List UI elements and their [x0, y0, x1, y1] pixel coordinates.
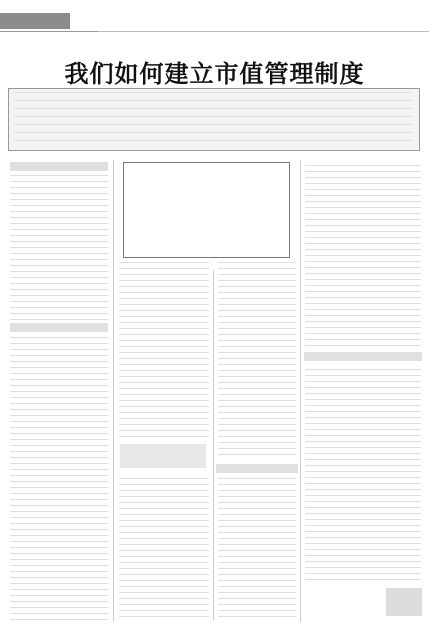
column-4-text-line	[305, 579, 421, 580]
column-1-text-line	[10, 367, 108, 368]
column-1-text-line	[10, 517, 108, 518]
column-4-text-line	[305, 393, 421, 394]
column-2-text-line	[119, 340, 209, 341]
masthead	[0, 0, 429, 32]
column-4-text-line	[305, 483, 421, 484]
column-4-text-line	[305, 399, 421, 400]
lead-text-line	[14, 108, 412, 109]
column-1-text-line	[10, 319, 108, 320]
column-3-text-line	[218, 298, 296, 299]
column-3-text-line	[218, 286, 296, 287]
column-3-text-line	[218, 430, 296, 431]
column-4-text-line	[305, 423, 421, 424]
column-2-text-line	[119, 520, 209, 521]
column-2-text-line	[119, 562, 209, 563]
column-3-text-line	[218, 478, 296, 479]
column-1-text-line	[10, 211, 108, 212]
column-1-text-line	[10, 175, 108, 176]
column-1-text-line	[10, 619, 108, 620]
column-4-text-line	[305, 171, 421, 172]
column-2-text-line	[119, 310, 209, 311]
column-4-text-line	[305, 321, 421, 322]
column-1-text-line	[10, 469, 108, 470]
column-2-text-line	[119, 334, 209, 335]
column-3-text-line	[218, 412, 296, 413]
column-4-text-line	[305, 219, 421, 220]
column-1-text-line	[10, 559, 108, 560]
column-1-text-line	[10, 307, 108, 308]
column-3-text-line	[218, 484, 296, 485]
column-4-text-line	[305, 165, 421, 166]
column-3-text-line	[218, 262, 296, 263]
column-1-text-line	[10, 451, 108, 452]
column-1-text-line	[10, 415, 108, 416]
column-3-text-line	[218, 562, 296, 563]
column-1-text-line	[10, 589, 108, 590]
column-4-text-line	[305, 501, 421, 502]
lead-text-line	[14, 116, 412, 117]
column-2-text-line	[119, 598, 209, 599]
column-1-text-line	[10, 511, 108, 512]
column-4-text-line	[305, 447, 421, 448]
column-2-text-line	[119, 412, 209, 413]
column-3-text-line	[218, 514, 296, 515]
column-1-text-line	[10, 253, 108, 254]
column-4-text-line	[305, 495, 421, 496]
column-3-text-line	[218, 310, 296, 311]
column-4-text-line	[305, 459, 421, 460]
column-1-text-line	[10, 193, 108, 194]
column-2-text-line	[119, 262, 209, 263]
column-3-text-line	[218, 496, 296, 497]
column-1-text-line	[10, 571, 108, 572]
column-2-text-line	[119, 616, 209, 617]
column-4-text-line	[305, 327, 421, 328]
column-4-text-line	[305, 513, 421, 514]
column-1-text-line	[10, 259, 108, 260]
column-2-text-line	[119, 370, 209, 371]
corner-logo	[386, 588, 422, 616]
column-4-text-line	[305, 429, 421, 430]
column-1-text-line	[10, 547, 108, 548]
column-1-text-line	[10, 241, 108, 242]
column-1-text-line	[10, 613, 108, 614]
column-4-text-line	[305, 237, 421, 238]
section-header-2	[216, 464, 298, 473]
column-4-text-line	[305, 315, 421, 316]
column-2-text-line	[119, 604, 209, 605]
column-3-text-line	[218, 370, 296, 371]
column-1-text-line	[10, 433, 108, 434]
column-1-text-line	[10, 403, 108, 404]
column-1-text-line	[10, 289, 108, 290]
column-2-text-line	[119, 376, 209, 377]
column-4-text-line	[305, 531, 421, 532]
column-1-text-line	[10, 301, 108, 302]
column-2-text-line	[119, 508, 209, 509]
column-3-text-line	[218, 304, 296, 305]
column-4-text-line	[305, 417, 421, 418]
column-2-text-line	[119, 424, 209, 425]
column-2-text-line	[119, 388, 209, 389]
column-1-text-line	[10, 271, 108, 272]
masthead-tab	[0, 13, 70, 29]
column-4-text-line	[305, 309, 421, 310]
column-4-text-line	[305, 345, 421, 346]
column-1-text-line	[10, 499, 108, 500]
column-3-text-line	[218, 448, 296, 449]
column-1-text-line	[10, 565, 108, 566]
column-1-text-line	[10, 427, 108, 428]
column-1-text-line	[10, 475, 108, 476]
column-3-text-line	[218, 598, 296, 599]
column-4-text-line	[305, 381, 421, 382]
column-2-text-line	[119, 352, 209, 353]
column-2-text-line	[119, 538, 209, 539]
column-3-text-line	[218, 274, 296, 275]
column-3-text-line	[218, 328, 296, 329]
column-2-text-line	[119, 292, 209, 293]
column-1-text-line	[10, 445, 108, 446]
column-1-text-line	[10, 595, 108, 596]
column-4-text-line	[305, 225, 421, 226]
column-3-text-line	[218, 340, 296, 341]
column-2-text-line	[119, 496, 209, 497]
lead-text-line	[14, 92, 412, 93]
column-1-text-line	[10, 343, 108, 344]
column-4-text-line	[305, 549, 421, 550]
column-3-text-line	[218, 586, 296, 587]
column-4-text-line	[305, 243, 421, 244]
column-1-text-line	[10, 487, 108, 488]
column-3-text-line	[218, 502, 296, 503]
column-1-text-line	[10, 481, 108, 482]
lead-text-line	[14, 100, 412, 101]
column-3-text-line	[218, 364, 296, 365]
column-2-text-line	[119, 328, 209, 329]
column-2-text-line	[119, 592, 209, 593]
column-2-text-line	[119, 268, 209, 269]
column-1-text-line	[10, 529, 108, 530]
column-3-text-line	[218, 424, 296, 425]
column-4-text-line	[305, 279, 421, 280]
column-2-text-line	[119, 346, 209, 347]
column-3-text-line	[218, 454, 296, 455]
column-3-text-line	[218, 382, 296, 383]
column-4-text-line	[305, 375, 421, 376]
lead-text-line	[14, 132, 412, 133]
column-1-text-line	[10, 523, 108, 524]
column-4-text-line	[305, 441, 421, 442]
column-1-text-line	[10, 577, 108, 578]
column-4-text-line	[305, 369, 421, 370]
column-1-text-line	[10, 421, 108, 422]
column-4-text-line	[305, 339, 421, 340]
column-3-text-line	[218, 508, 296, 509]
column-2-text-line	[119, 280, 209, 281]
column-2-text-line	[119, 358, 209, 359]
column-3-text-line	[218, 346, 296, 347]
column-rule-2	[213, 270, 214, 620]
column-3-text-line	[218, 388, 296, 389]
column-2-text-line	[119, 586, 209, 587]
column-3-text-line	[218, 574, 296, 575]
column-3-text-line	[218, 334, 296, 335]
column-1-text-line	[10, 607, 108, 608]
column-4-text-line	[305, 297, 421, 298]
column-3-text-line	[218, 550, 296, 551]
column-1-text-line	[10, 397, 108, 398]
column-4-text-line	[305, 567, 421, 568]
column-3-text-line	[218, 604, 296, 605]
column-1-text-line	[10, 379, 108, 380]
column-2-text-line	[119, 436, 209, 437]
column-1-text-line	[10, 199, 108, 200]
column-2-text-line	[119, 490, 209, 491]
column-2-text-line	[119, 406, 209, 407]
column-2-text-line	[119, 574, 209, 575]
column-4-text-line	[305, 519, 421, 520]
column-2-text-line	[119, 580, 209, 581]
section-header-4	[10, 323, 108, 332]
column-1-text-line	[10, 313, 108, 314]
column-1-text-line	[10, 265, 108, 266]
column-4-text-line	[305, 411, 421, 412]
column-4-text-line	[305, 213, 421, 214]
column-4-text-line	[305, 303, 421, 304]
column-4-text-line	[305, 561, 421, 562]
column-3-text-line	[218, 526, 296, 527]
column-4-text-line	[305, 405, 421, 406]
column-2-text-line	[119, 568, 209, 569]
column-4-text-line	[305, 471, 421, 472]
column-3-text-line	[218, 268, 296, 269]
column-3-text-line	[218, 520, 296, 521]
column-1-text-line	[10, 181, 108, 182]
column-1-text-line	[10, 223, 108, 224]
column-2-text-line	[119, 502, 209, 503]
column-3-text-line	[218, 436, 296, 437]
column-4-text-line	[305, 273, 421, 274]
column-2-text-line	[119, 532, 209, 533]
column-2-text-line	[119, 364, 209, 365]
column-3-text-line	[218, 322, 296, 323]
column-4-text-line	[305, 333, 421, 334]
column-2-text-line	[119, 544, 209, 545]
column-1-text-line	[10, 601, 108, 602]
column-1-text-line	[10, 283, 108, 284]
column-3-text-line	[218, 580, 296, 581]
column-3-text-line	[218, 418, 296, 419]
column-2-text-line	[119, 550, 209, 551]
column-2-text-line	[119, 400, 209, 401]
column-3-text-line	[218, 316, 296, 317]
column-3-text-line	[218, 556, 296, 557]
column-1-text-line	[10, 463, 108, 464]
column-4-text-line	[305, 255, 421, 256]
column-4-text-line	[305, 435, 421, 436]
column-2-text-line	[119, 610, 209, 611]
column-3-text-line	[218, 616, 296, 617]
column-1-text-line	[10, 541, 108, 542]
column-1-text-line	[10, 439, 108, 440]
column-4-text-line	[305, 387, 421, 388]
column-3-text-line	[218, 592, 296, 593]
lead-text-line	[14, 124, 412, 125]
column-4-text-line	[305, 543, 421, 544]
column-3-text-line	[218, 292, 296, 293]
column-4-text-line	[305, 207, 421, 208]
column-1-text-line	[10, 217, 108, 218]
column-4-text-line	[305, 507, 421, 508]
column-1-text-line	[10, 295, 108, 296]
column-2-text-line	[119, 304, 209, 305]
column-1-text-line	[10, 385, 108, 386]
column-2-text-line	[119, 514, 209, 515]
column-4-text-line	[305, 285, 421, 286]
column-1-text-line	[10, 337, 108, 338]
column-2-text-line	[119, 526, 209, 527]
column-rule-3	[300, 160, 301, 622]
column-2-text-line	[119, 298, 209, 299]
column-3-text-line	[218, 376, 296, 377]
column-2-text-line	[119, 274, 209, 275]
column-1-text-line	[10, 505, 108, 506]
column-2-text-line	[119, 430, 209, 431]
lead-text-line	[14, 140, 412, 141]
column-4-text-line	[305, 465, 421, 466]
column-4-text-line	[305, 453, 421, 454]
section-header-3	[304, 352, 422, 361]
column-4-text-line	[305, 555, 421, 556]
column-3-text-line	[218, 352, 296, 353]
masthead-rule	[98, 26, 429, 32]
column-2-text-line	[119, 316, 209, 317]
column-4-text-line	[305, 525, 421, 526]
column-4-text-line	[305, 177, 421, 178]
column-1-text-line	[10, 235, 108, 236]
column-2-text-line	[119, 286, 209, 287]
column-4-text-line	[305, 261, 421, 262]
column-2-text-line	[119, 556, 209, 557]
column-1-text-line	[10, 229, 108, 230]
column-1-text-line	[10, 277, 108, 278]
column-3-text-line	[218, 358, 296, 359]
column-2-text-line	[119, 394, 209, 395]
column-3-text-line	[218, 538, 296, 539]
column-1-text-line	[10, 493, 108, 494]
column-4-text-line	[305, 537, 421, 538]
column-2-text-line	[119, 484, 209, 485]
column-4-text-line	[305, 231, 421, 232]
column-4-text-line	[305, 267, 421, 268]
column-3-text-line	[218, 400, 296, 401]
column-1-text-line	[10, 349, 108, 350]
column-3-text-line	[218, 394, 296, 395]
column-3-text-line	[218, 532, 296, 533]
column-3-text-line	[218, 442, 296, 443]
column-3-text-line	[218, 490, 296, 491]
column-1-text-line	[10, 361, 108, 362]
column-3-text-line	[218, 544, 296, 545]
column-1-text-line	[10, 535, 108, 536]
column-2-text-line	[119, 382, 209, 383]
column-1-text-line	[10, 409, 108, 410]
column-1-text-line	[10, 391, 108, 392]
column-rule-1	[113, 160, 114, 622]
column-4-text-line	[305, 201, 421, 202]
column-1-text-line	[10, 457, 108, 458]
column-1-text-line	[10, 373, 108, 374]
column-1-text-line	[10, 553, 108, 554]
column-4-text-line	[305, 489, 421, 490]
section-header-1	[10, 162, 108, 171]
column-1-text-line	[10, 247, 108, 248]
column-4-text-line	[305, 189, 421, 190]
lead-box	[8, 88, 420, 151]
column-4-text-line	[305, 477, 421, 478]
column-1-text-line	[10, 187, 108, 188]
column-1-text-line	[10, 583, 108, 584]
column-4-text-line	[305, 195, 421, 196]
data-table	[123, 162, 290, 258]
article-title: 我们如何建立市值管理制度	[64, 59, 365, 88]
column-4-text-line	[305, 573, 421, 574]
column-4-text-line	[305, 249, 421, 250]
column-2-text-line	[119, 322, 209, 323]
column-3-text-line	[218, 406, 296, 407]
column-4-text-line	[305, 291, 421, 292]
column-2-text-line	[119, 418, 209, 419]
formula-block	[120, 444, 206, 468]
column-3-text-line	[218, 568, 296, 569]
column-2-text-line	[119, 478, 209, 479]
column-1-text-line	[10, 205, 108, 206]
column-4-text-line	[305, 183, 421, 184]
column-3-text-line	[218, 610, 296, 611]
column-3-text-line	[218, 280, 296, 281]
column-1-text-line	[10, 355, 108, 356]
